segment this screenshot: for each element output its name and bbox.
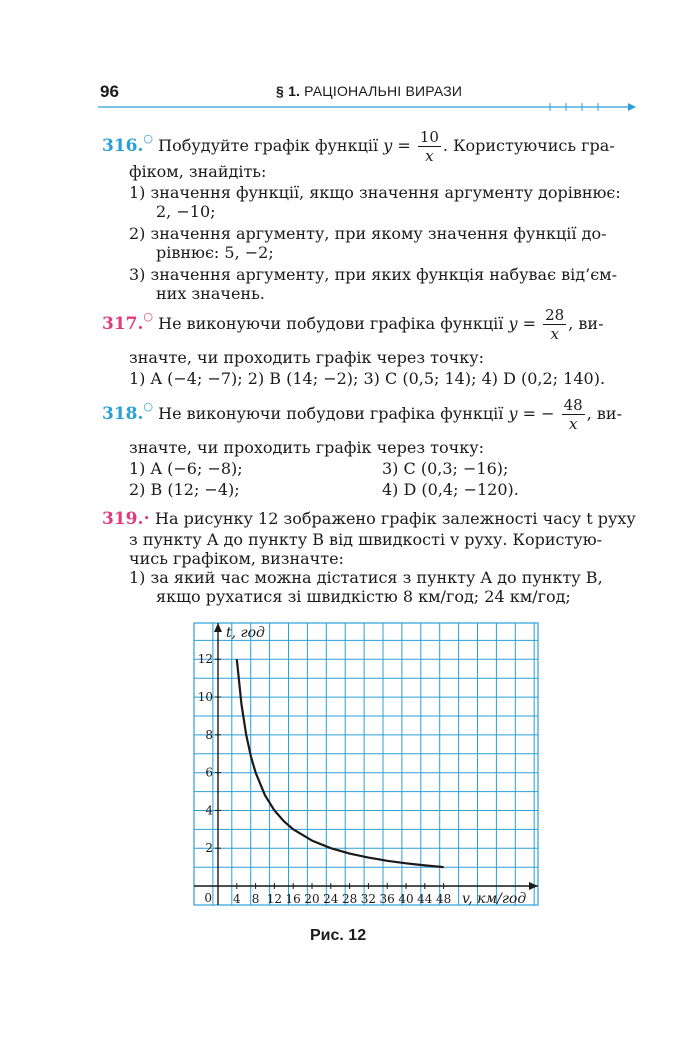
- section-title: РАЦІОНАЛЬНІ ВИРАЗИ: [304, 83, 463, 99]
- x-tick-label: 28: [341, 892, 358, 906]
- fraction-28-over-x: $\frac{28}{x}$: [545, 306, 565, 343]
- x-tick-label: 32: [360, 892, 377, 906]
- problem-318-number: 318.○: [102, 400, 154, 424]
- figure-caption: Рис. 12: [310, 927, 367, 944]
- problem-316-item-1-cont: 2, −10;: [156, 202, 216, 221]
- x-tick-label: 44: [417, 892, 433, 906]
- y-axis-arrow: [214, 623, 222, 632]
- hyperbola-curve: [237, 659, 444, 867]
- x-tick-label: 40: [398, 892, 414, 906]
- problem-319-line-2: з пункту A до пункту B від швидкості v руху. Користую-: [129, 530, 603, 549]
- problem-319-number: 319.•: [102, 509, 150, 529]
- x-tick-label: 4: [232, 892, 241, 906]
- formula-y: y =: [383, 136, 411, 155]
- problem-319-item-1: 1) за який час можна дістатися з пункту A до пункту B,: [129, 568, 603, 587]
- y-tick-label: 2: [205, 841, 213, 856]
- x-tick-label: 24: [323, 892, 339, 906]
- y-tick-label: 8: [205, 727, 213, 742]
- problem-318-intro: 318.○ Не виконуючи побудови графіка функції y = − $\frac{48}{x}$ , ви-: [102, 396, 622, 433]
- problem-318-line-2: значте, чи проходить графік через точку:: [129, 438, 485, 457]
- y-tick-label: 6: [205, 765, 213, 780]
- origin-label: 0: [204, 891, 212, 905]
- x-axis-arrow: [529, 882, 538, 890]
- fraction-48-over-x: $\frac{48}{x}$: [563, 396, 583, 433]
- y-tick-label: 12: [197, 652, 213, 667]
- problem-317-number: 317.○: [102, 310, 154, 334]
- fraction-10-over-x: $\frac{10}{x}$: [419, 128, 439, 165]
- page-number: 96: [100, 82, 119, 101]
- problem-318-option-1: 1) A (−6; −8);: [129, 459, 243, 478]
- problem-319-line-3: чись графіком, визначте:: [129, 549, 344, 568]
- section-mark: § 1.: [276, 83, 301, 99]
- problem-316-item-2-cont: рівнює: 5, −2;: [156, 243, 274, 262]
- problem-316-item-3: 3) значення аргументу, при яких функція набуває від’єм-: [129, 265, 618, 284]
- problem-317-intro: 317.○ Не виконуючи побудови графіка функції y = $\frac{28}{x}$ , ви-: [102, 306, 604, 343]
- x-tick-label: 8: [251, 892, 260, 906]
- problem-318-option-2: 2) B (12; −4);: [129, 480, 240, 499]
- problem-317-options: 1) A (−4; −7); 2) B (14; −2); 3) C (0,5; 14); 4) D (0,2; 140).: [129, 369, 606, 388]
- y-tick-label: 10: [197, 690, 213, 704]
- problem-318-option-4: 4) D (0,4; −120).: [382, 480, 519, 499]
- y-tick-label: 4: [205, 803, 213, 818]
- y-axis-label: t, год: [226, 625, 265, 641]
- x-tick-label: 16: [285, 892, 301, 906]
- problem-316-intro-cont: фіком, знайдіть:: [129, 162, 267, 181]
- problem-316-intro: 316.○ Побудуйте графік функції y = $\frac{10}{x}$ . Користуючись гра-: [102, 128, 615, 165]
- problem-317-line-2: значте, чи проходить графік через точку:: [129, 348, 485, 367]
- problem-318-option-3: 3) C (0,3; −16);: [382, 459, 509, 478]
- x-tick-label: 20: [304, 892, 320, 906]
- x-tick-label: 48: [435, 892, 452, 906]
- problem-316-number: 316.○: [102, 132, 154, 156]
- x-tick-label: 12: [266, 892, 283, 906]
- problem-319-item-1-cont: якщо рухатися зі швидкістю 8 км/год; 24 км/год;: [156, 587, 571, 606]
- problem-316-item-3-cont: них значень.: [156, 284, 265, 303]
- x-tick-label: 36: [379, 892, 395, 906]
- problem-316-item-1: 1) значення функції, якщо значення аргументу дорівнює:: [129, 183, 621, 202]
- grid-border: [194, 623, 538, 905]
- problem-316-item-2: 2) значення аргументу, при якому значення функції до-: [129, 224, 607, 243]
- problem-319-line-1: 319.• На рисунку 12 зображено графік залежності часу t руху: [102, 509, 636, 529]
- x-axis-label: v, км/год: [462, 891, 527, 907]
